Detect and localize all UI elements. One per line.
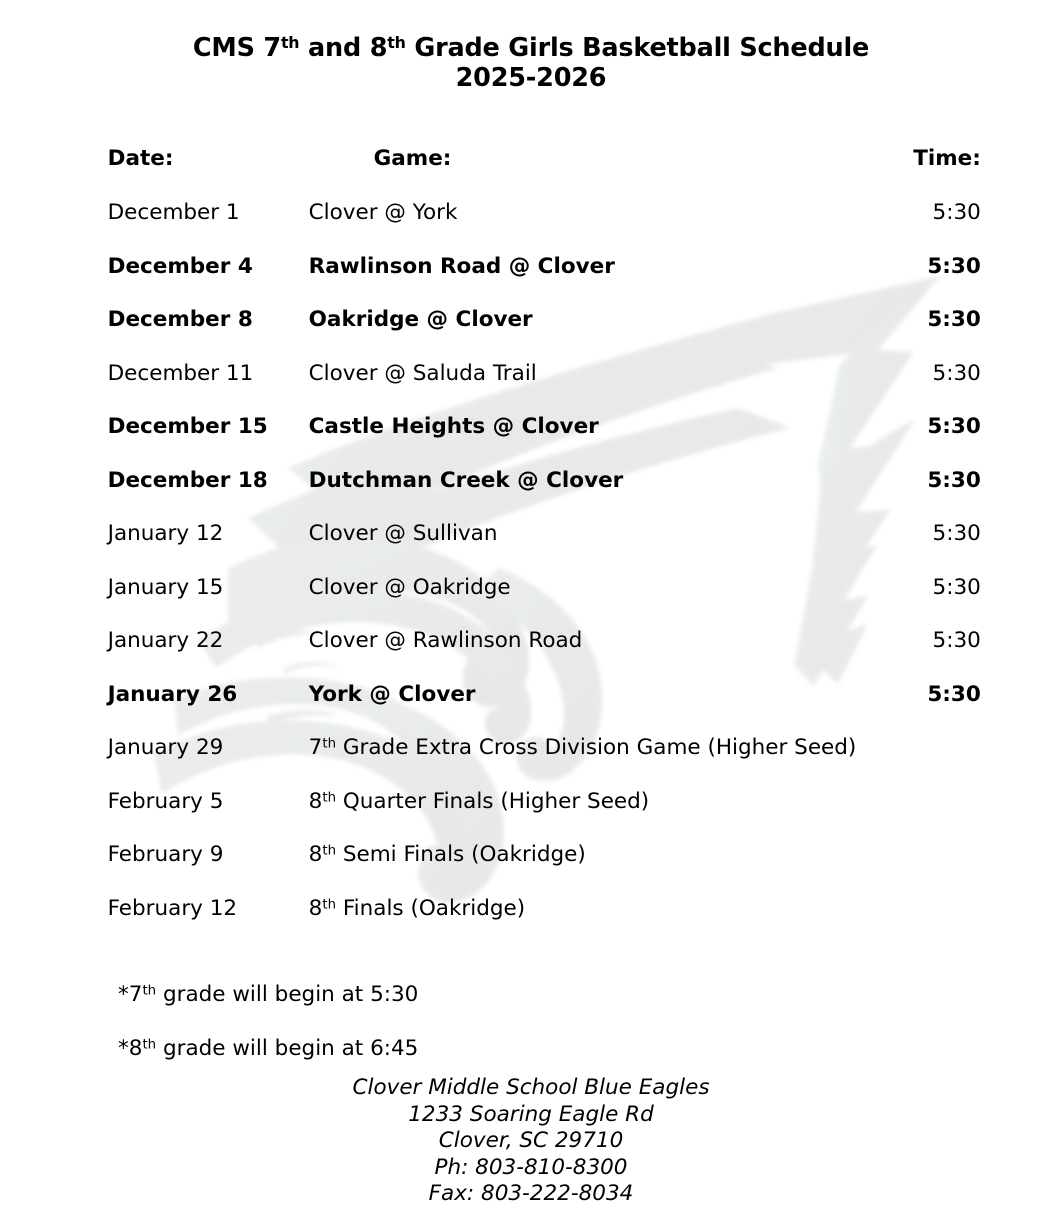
title-part-and: and 8 xyxy=(299,33,388,63)
cell-game: Castle Heights @ Clover xyxy=(308,414,599,439)
cell-time xyxy=(856,842,981,896)
spacer-cell xyxy=(981,521,1062,575)
table-row xyxy=(0,682,1062,736)
note-prefix: *7 xyxy=(118,982,143,1007)
cell-game-text: Semi Finals (Oakridge) xyxy=(336,842,586,867)
table-row xyxy=(0,575,1062,629)
table-header-row xyxy=(0,146,1062,174)
school-contact-footer xyxy=(0,1075,1062,1208)
spacer-cell xyxy=(0,842,108,896)
cell-game-prefix: 8 xyxy=(308,842,323,867)
cell-game: Clover @ Rawlinson Road xyxy=(308,628,583,653)
spacer-cell xyxy=(0,789,108,843)
cell-time: 5:30 xyxy=(927,681,981,707)
spacer-cell xyxy=(0,468,108,522)
cell-time xyxy=(856,896,981,950)
cell-game: Clover @ Sullivan xyxy=(308,521,498,546)
cell-game-text: Quarter Finals (Higher Seed) xyxy=(336,788,650,814)
spacer-cell xyxy=(981,896,1062,950)
cell-date: January 22 xyxy=(107,628,224,653)
cell-date: December 11 xyxy=(107,360,254,386)
cell-time: 5:30 xyxy=(927,253,981,279)
spacer-cell xyxy=(0,200,108,254)
cell-game-sup: th xyxy=(322,896,337,912)
cell-game: York @ Clover xyxy=(308,681,476,707)
table-row xyxy=(0,521,1062,575)
cell-game xyxy=(309,896,857,950)
table-row xyxy=(0,628,1062,682)
cell-date: January 26 xyxy=(107,681,238,707)
cell-game: Dutchman Creek @ Clover xyxy=(308,467,624,493)
cell-time: 5:30 xyxy=(927,414,981,439)
cell-game: Oakridge @ Clover xyxy=(308,307,533,332)
spacer-cell xyxy=(981,575,1062,629)
spacer-cell xyxy=(0,174,1062,200)
table-row xyxy=(0,842,1062,896)
note-sup: th xyxy=(142,983,157,999)
cell-time: 5:30 xyxy=(932,200,981,225)
note-8th-grade xyxy=(118,1022,418,1076)
table-row xyxy=(0,200,1062,254)
column-header-time: Time: xyxy=(913,146,981,171)
column-header-date: Date: xyxy=(107,146,174,171)
spacer-cell xyxy=(0,361,108,415)
spacer-cell xyxy=(981,414,1062,468)
cell-date: December 4 xyxy=(107,253,253,279)
cell-date: January 12 xyxy=(107,521,224,546)
spacer-cell xyxy=(0,254,108,308)
cell-time: 5:30 xyxy=(927,307,981,332)
spacer-cell xyxy=(0,521,108,575)
cell-time: 5:30 xyxy=(932,628,981,653)
table-row xyxy=(0,789,1062,843)
cell-date: December 15 xyxy=(107,414,268,439)
title-part-rest: Grade Girls Basketball Schedule xyxy=(405,33,870,63)
cell-game: Clover @ York xyxy=(308,200,458,225)
cell-date: February 5 xyxy=(107,788,224,814)
schedule-table xyxy=(0,146,1062,949)
cell-game xyxy=(309,735,857,789)
cell-game-prefix: 8 xyxy=(308,895,323,921)
cell-date: January 15 xyxy=(107,574,224,600)
column-header-game: Game: xyxy=(373,146,452,171)
cell-date: December 8 xyxy=(107,307,253,332)
spacer-cell xyxy=(981,842,1062,896)
title-line-1 xyxy=(0,33,1062,63)
spacer-cell xyxy=(0,414,108,468)
page-title xyxy=(0,33,1062,93)
cell-game-sup: th xyxy=(322,843,337,859)
spacer-cell xyxy=(0,682,108,736)
note-7th-grade xyxy=(118,968,418,1022)
cell-game xyxy=(309,842,857,896)
cell-game-prefix: 7 xyxy=(308,735,323,760)
notes-block xyxy=(118,968,418,1076)
spacer-cell xyxy=(981,735,1062,789)
table-row xyxy=(0,307,1062,361)
cell-date: December 1 xyxy=(107,200,240,225)
cell-game-text: Grade Extra Cross Division Game (Higher Seed) xyxy=(336,735,857,760)
cell-time: 5:30 xyxy=(932,521,981,546)
cell-game: Clover @ Saluda Trail xyxy=(308,360,537,386)
note-prefix: *8 xyxy=(118,1036,143,1061)
spacer-cell xyxy=(0,146,108,174)
cell-time: 5:30 xyxy=(927,467,981,493)
spacer-cell xyxy=(0,628,108,682)
cell-game-sup: th xyxy=(322,736,337,752)
spacer-cell xyxy=(981,789,1062,843)
spacer-cell xyxy=(981,682,1062,736)
spacer-cell xyxy=(0,735,108,789)
cell-time xyxy=(856,735,981,789)
cell-game: Rawlinson Road @ Clover xyxy=(308,253,615,279)
cell-date: February 12 xyxy=(107,895,238,921)
spacer-cell xyxy=(981,254,1062,308)
spacer-cell xyxy=(981,146,1062,174)
title-part-cms: CMS 7 xyxy=(192,33,281,63)
title-sup-8th: th xyxy=(387,33,406,53)
cell-game-text: Finals (Oakridge) xyxy=(336,895,526,921)
spacer-cell xyxy=(0,896,108,950)
spacer-cell xyxy=(981,628,1062,682)
table-row xyxy=(0,254,1062,308)
cell-date: January 29 xyxy=(107,735,224,760)
footer-city-state-zip: Clover, SC 29710 xyxy=(438,1128,624,1153)
footer-street-address: 1233 Soaring Eagle Rd xyxy=(408,1101,654,1127)
cell-game-prefix: 8 xyxy=(308,788,323,814)
note-text: grade will begin at 5:30 xyxy=(156,982,419,1007)
spacer-cell xyxy=(0,307,108,361)
table-row xyxy=(0,414,1062,468)
spacer-cell xyxy=(981,307,1062,361)
table-row xyxy=(0,896,1062,950)
note-text: grade will begin at 6:45 xyxy=(156,1036,419,1061)
cell-time: 5:30 xyxy=(932,360,981,386)
spacer-cell xyxy=(981,200,1062,254)
table-row xyxy=(0,735,1062,789)
cell-game xyxy=(309,789,857,843)
note-sup: th xyxy=(142,1037,157,1053)
cell-game-sup: th xyxy=(322,789,337,805)
title-line-2: 2025-2026 xyxy=(455,63,607,93)
spacer-cell xyxy=(981,468,1062,522)
footer-fax: Fax: 803-222-8034 xyxy=(428,1181,634,1206)
cell-time: 5:30 xyxy=(932,574,981,600)
cell-game: Clover @ Oakridge xyxy=(308,574,511,600)
title-sup-7th: th xyxy=(280,33,300,53)
footer-phone: Ph: 803-810-8300 xyxy=(434,1154,628,1180)
cell-time xyxy=(856,789,981,843)
table-row xyxy=(0,468,1062,522)
spacer-cell xyxy=(0,575,108,629)
table-row xyxy=(0,361,1062,415)
header-spacer-row xyxy=(0,174,1062,200)
cell-date: February 9 xyxy=(107,842,224,867)
cell-date: December 18 xyxy=(107,467,268,493)
spacer-cell xyxy=(981,361,1062,415)
footer-school-name: Clover Middle School Blue Eagles xyxy=(352,1075,710,1100)
